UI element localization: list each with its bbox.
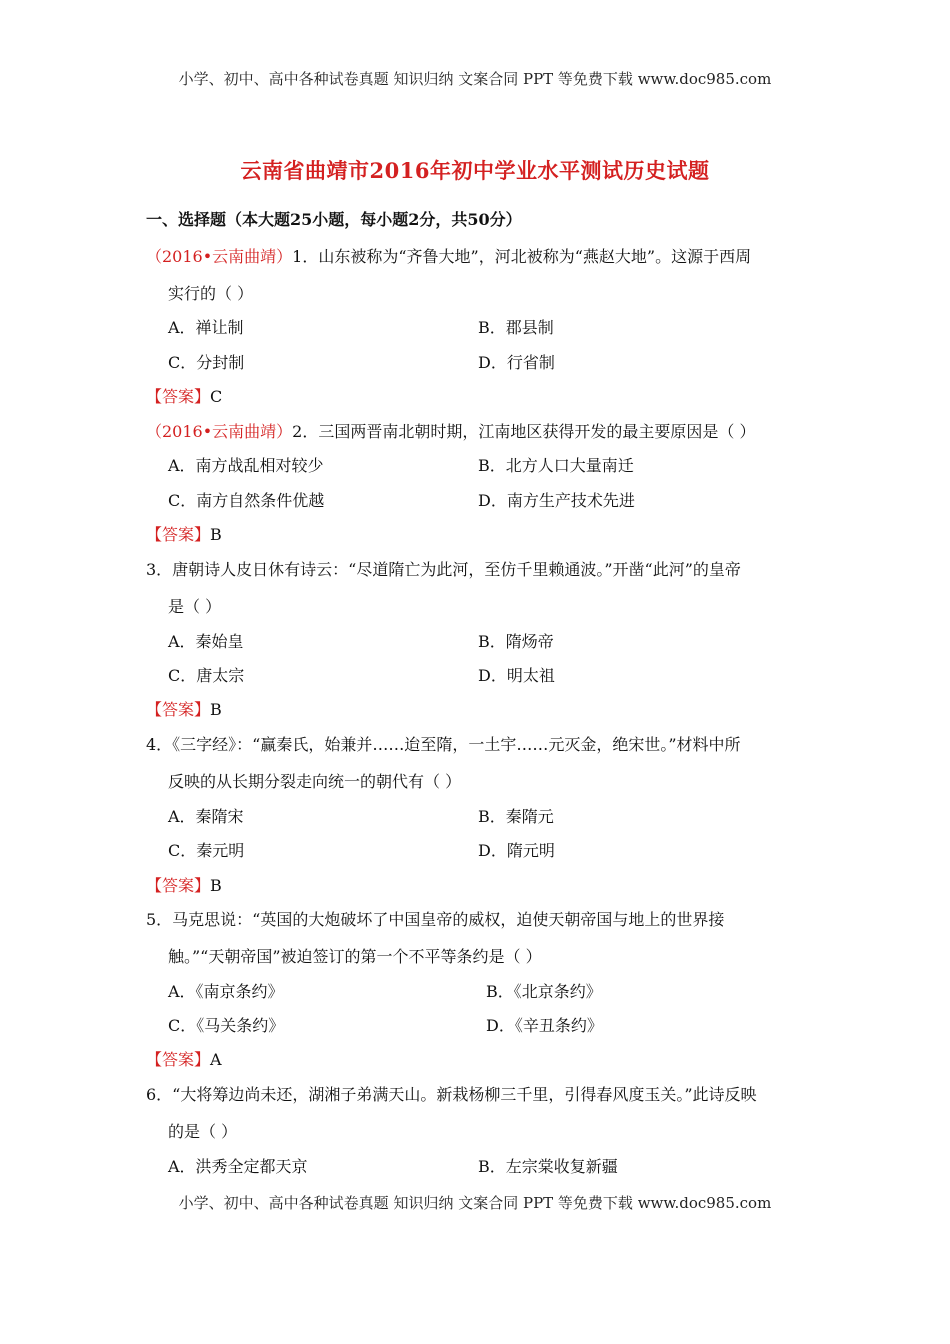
option-3c: C．唐太宗 <box>168 666 245 685</box>
question-source: （2016•云南曲靖） <box>146 247 293 266</box>
answer-label: 【答案】 <box>146 876 211 895</box>
question-text: 1．山东被称为“齐鲁大地”，河北被称为“燕赵大地”。这源于西周 <box>292 247 752 266</box>
answer-label: 【答案】 <box>146 1050 211 1069</box>
page-title: 云南省曲靖市2016年初中学业水平测试历史试题 <box>240 158 710 183</box>
option-4a: A．秦隋宋 <box>168 807 244 826</box>
page-header: 小学、初中、高中各种试卷真题 知识归纳 文案合同 PPT 等免费下载 www.doc985.com <box>178 70 772 88</box>
question-text: 2．三国两晋南北朝时期，江南地区获得开发的最主要原因是（ ） <box>292 422 756 441</box>
question-4-stem: 4．《三字经》：“赢秦氏，始兼并……迨至隋，一土宇……元灭金，绝宋世。”材料中所 <box>146 735 741 754</box>
answer-label: 【答案】 <box>146 700 211 719</box>
option-5b: B．《北京条约》 <box>486 982 602 1001</box>
answer-value: C <box>210 387 223 406</box>
answer-4 <box>146 873 222 896</box>
option-3b: B．隋炀帝 <box>478 632 554 651</box>
question-6-stem: 6．“大将筹边尚未还，湖湘子弟满天山。新栽杨柳三千里，引得春风度玉关。”此诗反映 <box>146 1085 757 1104</box>
answer-1 <box>146 384 222 407</box>
option-4b: B．秦隋元 <box>478 807 554 826</box>
option-2d: D．南方生产技术先进 <box>478 491 635 510</box>
option-5a: A．《南京条约》 <box>168 982 284 1001</box>
option-2a: A．南方战乱相对较少 <box>168 456 324 475</box>
answer-value: A <box>210 1050 222 1069</box>
option-1a: A．禅让制 <box>168 318 244 337</box>
answer-5 <box>146 1047 222 1070</box>
option-5d: D．《辛丑条约》 <box>486 1016 603 1035</box>
page-footer: 小学、初中、高中各种试卷真题 知识归纳 文案合同 PPT 等免费下载 www.doc985.com <box>178 1194 772 1212</box>
question-3-stem-cont: 是（ ） <box>168 597 222 616</box>
question-source: （2016•云南曲靖） <box>146 422 293 441</box>
question-5-stem: 5．马克思说：“英国的大炮破坏了中国皇帝的威权，迫使天朝帝国与地上的世界接 <box>146 910 725 929</box>
option-5c: C．《马关条约》 <box>168 1016 285 1035</box>
option-4c: C．秦元明 <box>168 841 245 860</box>
option-2c: C．南方自然条件优越 <box>168 491 325 510</box>
answer-label: 【答案】 <box>146 387 211 406</box>
answer-3 <box>146 697 222 720</box>
option-6a: A．洪秀全定都天京 <box>168 1157 308 1176</box>
question-4-stem-cont: 反映的从长期分裂走向统一的朝代有（ ） <box>168 772 462 791</box>
option-1d: D．行省制 <box>478 353 555 372</box>
option-4d: D．隋元明 <box>478 841 555 860</box>
question-5-stem-cont: 触。”“天朝帝国”被迫签订的第一个不平等条约是（ ） <box>168 947 542 966</box>
question-1-stem-cont: 实行的（ ） <box>168 284 254 303</box>
option-3d: D．明太祖 <box>478 666 555 685</box>
section-heading: 一、选择题（本大题25小题，每小题2分，共50分） <box>146 210 522 229</box>
question-6-stem-cont: 的是（ ） <box>168 1122 238 1141</box>
option-2b: B．北方人口大量南迁 <box>478 456 634 475</box>
option-1b: B．郡县制 <box>478 318 554 337</box>
option-6b: B．左宗棠收复新疆 <box>478 1157 618 1176</box>
question-2-stem <box>146 419 755 442</box>
answer-value: B <box>210 525 222 544</box>
option-3a: A．秦始皇 <box>168 632 244 651</box>
question-3-stem: 3．唐朝诗人皮日休有诗云：“尽道隋亡为此河，至仿千里赖通波。”开凿“此河”的皇帝 <box>146 560 741 579</box>
question-1-stem <box>146 244 751 267</box>
answer-label: 【答案】 <box>146 525 211 544</box>
answer-2 <box>146 522 222 545</box>
option-1c: C．分封制 <box>168 353 245 372</box>
answer-value: B <box>210 876 222 895</box>
answer-value: B <box>210 700 222 719</box>
